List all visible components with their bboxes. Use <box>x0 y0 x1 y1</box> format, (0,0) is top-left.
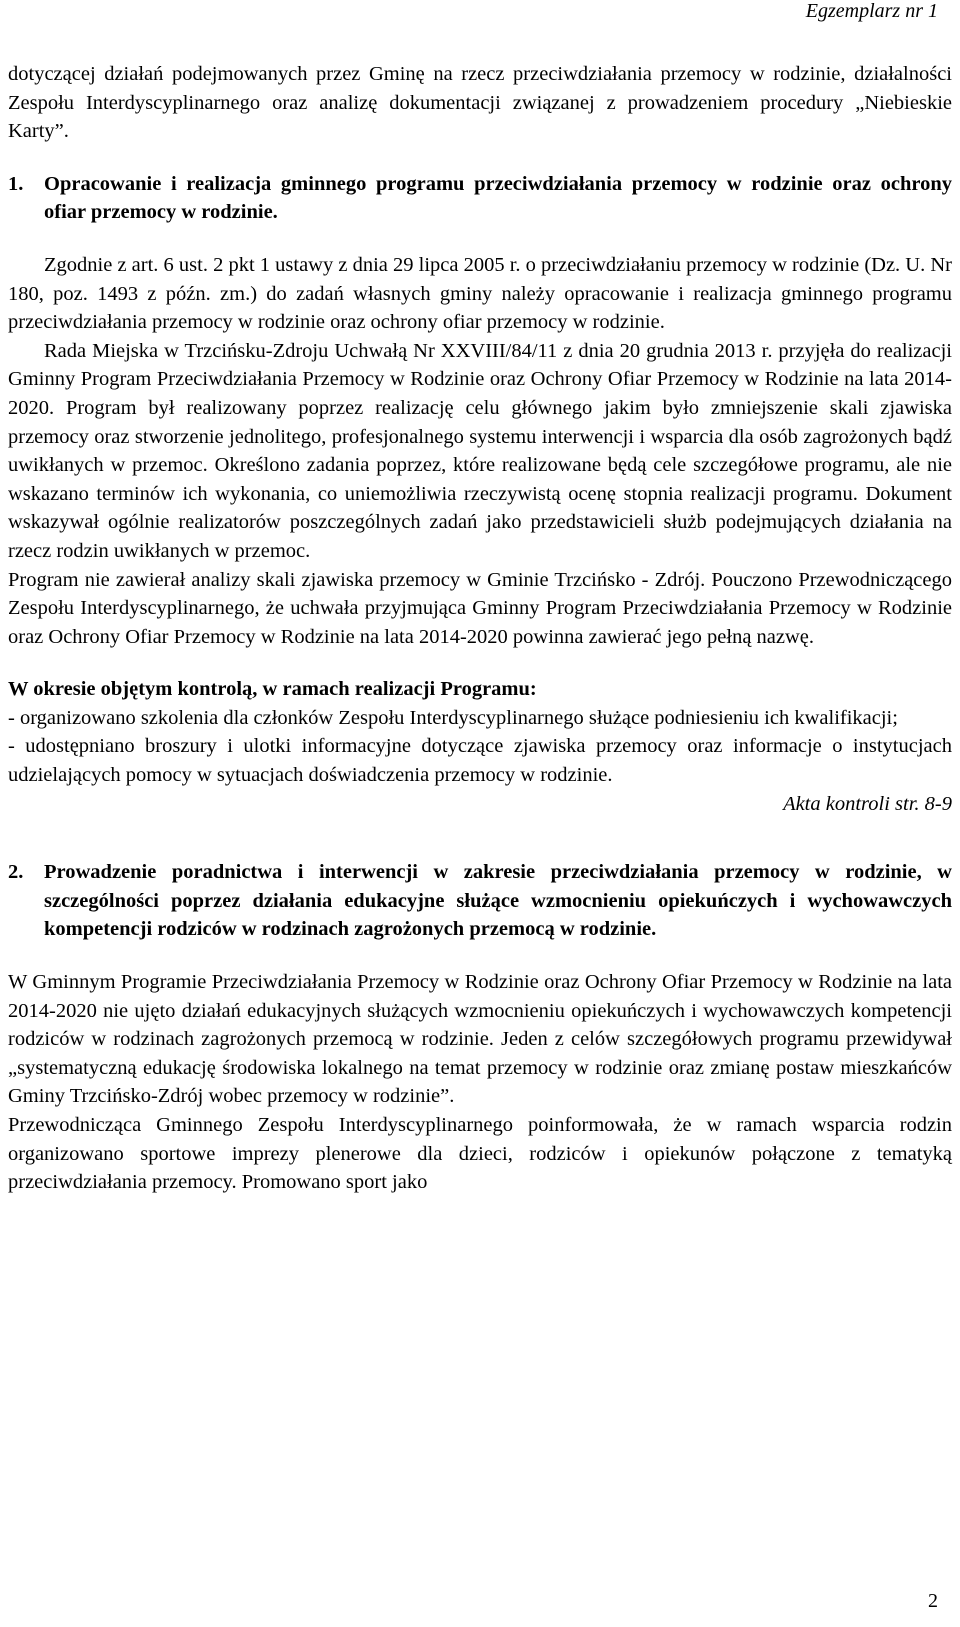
copy-label: Egzemplarz nr 1 <box>805 0 938 22</box>
section-2-title: Prowadzenie poradnictwa i interwencji w zakresie przeciwdziałania przemocy w rodzinie, w szczególności poprzez działania edukacyjne służące wzmocnieniu opiekuńczych i wychowawczych kompetencji rodziców w rodzinach zagrożonych przemocą w rodzinie. <box>44 861 952 941</box>
section-1-paragraph: Rada Miejska w Trzcińsku-Zdroju Uchwałą Nr XXVIII/84/11 z dnia 20 grudnia 2013 r. przyjęła do realizacji Gminny Program Przeciwdziałania Przemocy w Rodzinie oraz Ochrony Ofiar Przemocy w Rodzinie na lata 2014-2020. Program był realizowany poprzez realizację celu głównego jakim było zmniejszenie skali zjawiska przemocy oraz stworzenie jednolitego, profesjonalnego systemu interwencji i wsparcia dla osób zagrożonych bądź uwikłanych w przemoc. Określono zadania poprzez, które realizowane będą cele szczegółowe programu, ale nie wskazano terminów ich wykonania, co uniemożliwia rzeczywistą ocenę stopnia realizacji programu. Dokument wskazywał ogólnie realizatorów poszczególnych zadań jako przedstawicieli służb podejmujących działania na rzecz rodzin uwikłanych w przemoc. <box>8 339 952 562</box>
section-2-heading <box>8 858 952 944</box>
section-1-number: 1. <box>8 172 24 195</box>
list-item: - organizowano szkolenia dla członków Zespołu Interdyscyplinarnego służące podniesieniu ich kwalifikacji; <box>8 706 898 729</box>
section-2-paragraph: W Gminnym Programie Przeciwdziałania Przemocy w Rodzinie oraz Ochrony Ofiar Przemocy w Rodzinie na lata 2014-2020 nie ujęto działań edukacyjnych służących wzmocnieniu opiekuńczych i wychowawczych kompetencji rodziców w rodzinach zagrożonych przemocą w rodzinie. Jeden z celów szczegółowych programu przewidywał „systematyczną edukację środowiska lokalnego na temat przemocy w rodzinie oraz zmianę postaw mieszkańców Gminy Trzcińsko-Zdrój wobec przemocy w rodzinie”. <box>8 971 952 1108</box>
list-item: - udostępniano broszury i ulotki informacyjne dotyczące zjawiska przemocy oraz informacje o instytucjach udzielających pomocy w sytuacjach doświadczenia przemocy w rodzinie. <box>8 735 952 787</box>
section-1-paragraph: Zgodnie z art. 6 ust. 2 pkt 1 ustawy z dnia 29 lipca 2005 r. o przeciwdziałaniu przemocy w rodzinie (Dz. U. Nr 180, poz. 1493 z późn. zm.) do zadań własnych gminy należy opracowanie i realizacja gminnego programu przeciwdziałania przemocy w rodzinie oraz ochrony ofiar przemocy w rodzinie. <box>8 253 952 334</box>
section-2-number: 2. <box>8 861 24 884</box>
page-number: 2 <box>928 1590 938 1612</box>
document-body <box>8 60 952 1197</box>
intro-paragraph: dotyczącej działań podejmowanych przez Gminę na rzecz przeciwdziałania przemocy w rodzinie, działalności Zespołu Interdyscyplinarnego oraz analizę dokumentacji związanej z prowadzeniem procedury „Niebieskie Karty”. <box>8 63 952 143</box>
section-1-subheading: W okresie objętym kontrolą, w ramach realizacji Programu: <box>8 678 537 701</box>
section-1-title: Opracowanie i realizacja gminnego programu przeciwdziałania przemocy w rodzinie oraz ochrony ofiar przemocy w rodzinie. <box>44 172 952 224</box>
section-1-heading <box>8 170 952 227</box>
file-reference: Akta kontroli str. 8-9 <box>783 792 952 815</box>
section-1-paragraph: Program nie zawierał analizy skali zjawiska przemocy w Gminie Trzcińsko - Zdrój. Pouczono Przewodniczącego Zespołu Interdyscyplinarnego, że uchwała przyjmująca Gminny Program Przeciwdziałania Przemocy w Rodzinie oraz Ochrony Ofiar Przemocy w Rodzinie na lata 2014-2020 powinna zawierać jego pełną nazwę. <box>8 568 952 648</box>
section-2-paragraph: Przewodnicząca Gminnego Zespołu Interdyscyplinarnego poinformowała, że w ramach wsparcia rodzin organizowano sportowe imprezy plenerowe dla dzieci, rodziców i opiekunów połączone z tematyką przeciwdziałania przemocy. Promowano sport jako <box>8 1114 952 1194</box>
